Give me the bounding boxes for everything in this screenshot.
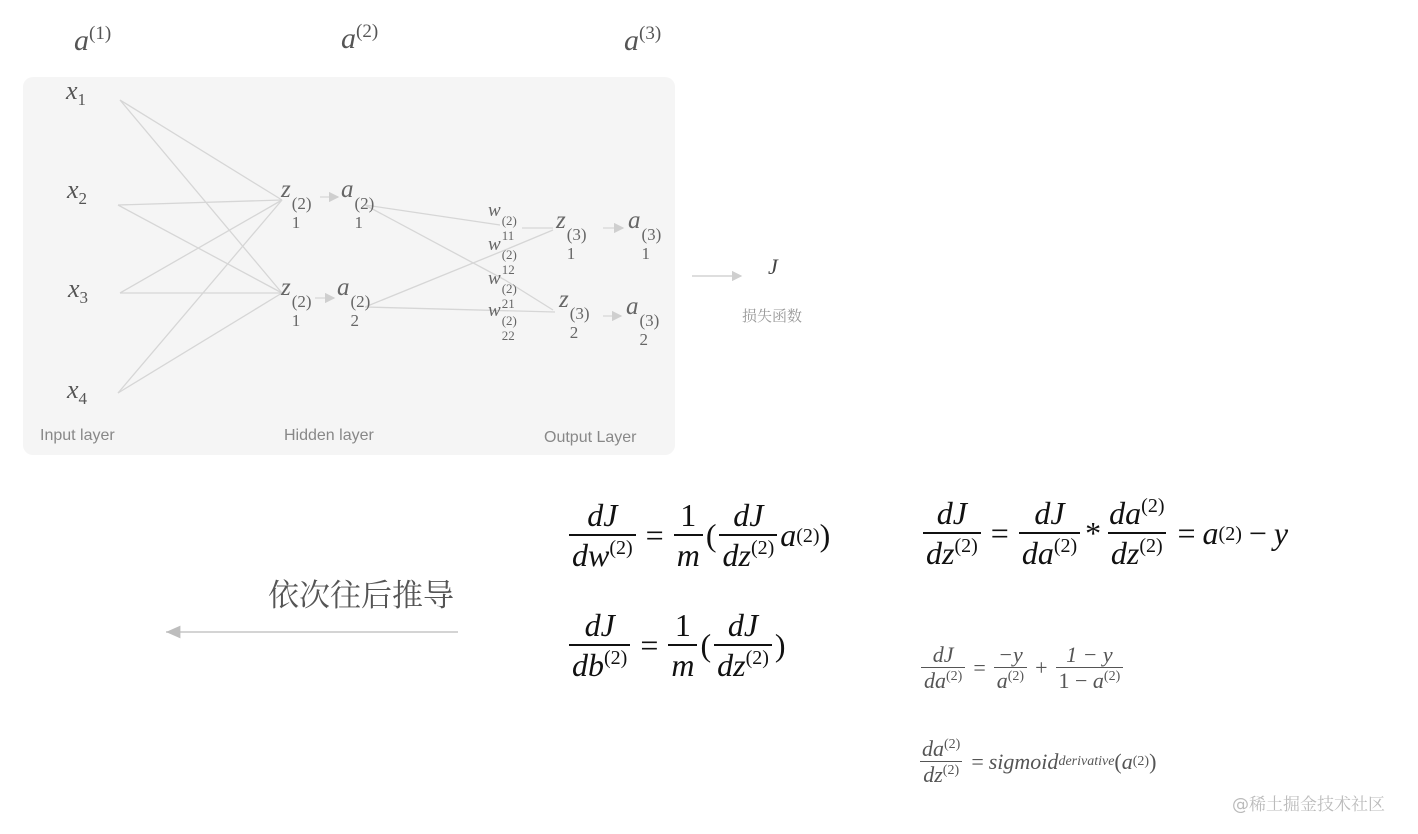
output-layer-label: Output Layer	[544, 429, 637, 446]
frac-dj-db: $\frac{dJ}{db^{(2)}}$	[569, 607, 630, 684]
weight-w21: w (2) 21	[488, 268, 517, 311]
edge-x1-z2	[120, 100, 282, 293]
edge-a2-w22	[365, 307, 555, 312]
loss-symbol: J	[768, 254, 778, 279]
equation-db: $\frac{dJ}{db^{(2)}}$ = $\frac{1}{m}$ ( $\frac{dJ}{dz^{(2)}}$ )	[566, 607, 786, 684]
frac-1-m: $\frac{1}{m}$	[674, 497, 703, 574]
equation-dw: $\frac{dJ}{dw^{(2)}}$ = $\frac{1}{m}$ ( $\frac{dJ}{dz^{(2)}}$ a (2) )	[566, 497, 830, 574]
hidden-layer-label: Hidden layer	[284, 427, 374, 444]
loss-label: 损失函数	[742, 307, 803, 325]
frac-dj-da: $\frac{dJ}{da^{(2)}}$	[1019, 495, 1080, 572]
hidden-a-node-2: a (2) 2	[337, 274, 371, 330]
frac-1-m-db: $\frac{1}{m}$	[668, 607, 697, 684]
output-z-node-1: z (3) 1	[556, 207, 587, 263]
frac-dj-dz-db: $\frac{dJ}{dz^{(2)}}$	[714, 607, 772, 684]
frac-1-y: $\frac{1 - y}{1 - a^{(2)}}$	[1056, 642, 1124, 695]
edge-x3-z1	[120, 200, 282, 293]
layer-header-input: $a^{(1)}$	[74, 23, 112, 57]
input-node-x3: $x_3$	[68, 274, 89, 308]
layer-header-hidden: $a^{(2)}$	[341, 21, 379, 55]
layer-header-output: $a^{(3)}$	[624, 23, 662, 57]
frac-dj-da-small: $\frac{dJ}{da^{(2)}}$	[921, 642, 965, 695]
watermark: @稀土掘金技术社区	[1232, 795, 1385, 815]
input-node-x4: $x_4$	[67, 375, 88, 409]
edge-x1-z1	[120, 100, 282, 200]
equation-da: $\frac{dJ}{da^{(2)}}$ = $\frac{-y}{a^{(2)}}$ + $\frac{1 - y}{1 - a^{(2)}}$	[918, 642, 1126, 695]
output-z-node-2: z (3) 2	[559, 286, 590, 342]
edge-a1-w11	[365, 205, 500, 225]
weight-w12: w (2) 12	[488, 234, 517, 277]
edge-a1-w12	[365, 205, 505, 280]
output-a-node-1: a (3) 1	[628, 207, 662, 263]
frac-neg-y-a: $\frac{-y}{a^{(2)}}$	[994, 642, 1027, 695]
equation-sigmoid: $\frac{da^{(2)}}{dz^{(2)}}$ = sigmoid derivative ( a (2) )	[916, 736, 1156, 789]
frac-dj-dw: $\frac{dJ}{dw^{(2)}}$	[569, 497, 636, 574]
input-node-x2: $x_2$	[67, 175, 88, 209]
frac-da-dz-small: $\frac{da^{(2)}}{dz^{(2)}}$	[922, 736, 961, 788]
hidden-z-node-1: z (2) 1	[281, 176, 312, 232]
equation-dz: $\frac{dJ}{dz^{(2)}}$ = $\frac{dJ}{da^{(2)}}$ * $\frac{da^{(2)}}{dz^{(2)}}$ = a (2) − y	[920, 495, 1288, 572]
weight-w11: w (2) 11	[488, 200, 517, 243]
frac-dj-dz: $\frac{dJ}{dz^{(2)}}$	[719, 497, 777, 574]
frac-da-dz: $\frac{da^{(2)}}{dz^{(2)}}$	[1109, 495, 1165, 571]
edge-x2-z1	[118, 200, 282, 205]
weight-w22: w (2) 22	[488, 300, 517, 343]
hidden-a-node-1: a (2) 1	[341, 176, 375, 232]
input-node-x1: $x_1$	[66, 76, 87, 110]
edge-x4-z1	[118, 200, 282, 393]
edge-x4-z2	[118, 293, 282, 393]
backprop-label: 依次往后推导	[268, 578, 454, 614]
output-a-node-2: a (3) 2	[626, 293, 660, 349]
edge-a2-w21	[365, 250, 505, 307]
hidden-z-node-2: z (2) 1	[281, 274, 312, 330]
input-layer-label: Input layer	[40, 427, 115, 444]
frac-dj-dz-main: $\frac{dJ}{dz^{(2)}}$	[923, 495, 981, 572]
